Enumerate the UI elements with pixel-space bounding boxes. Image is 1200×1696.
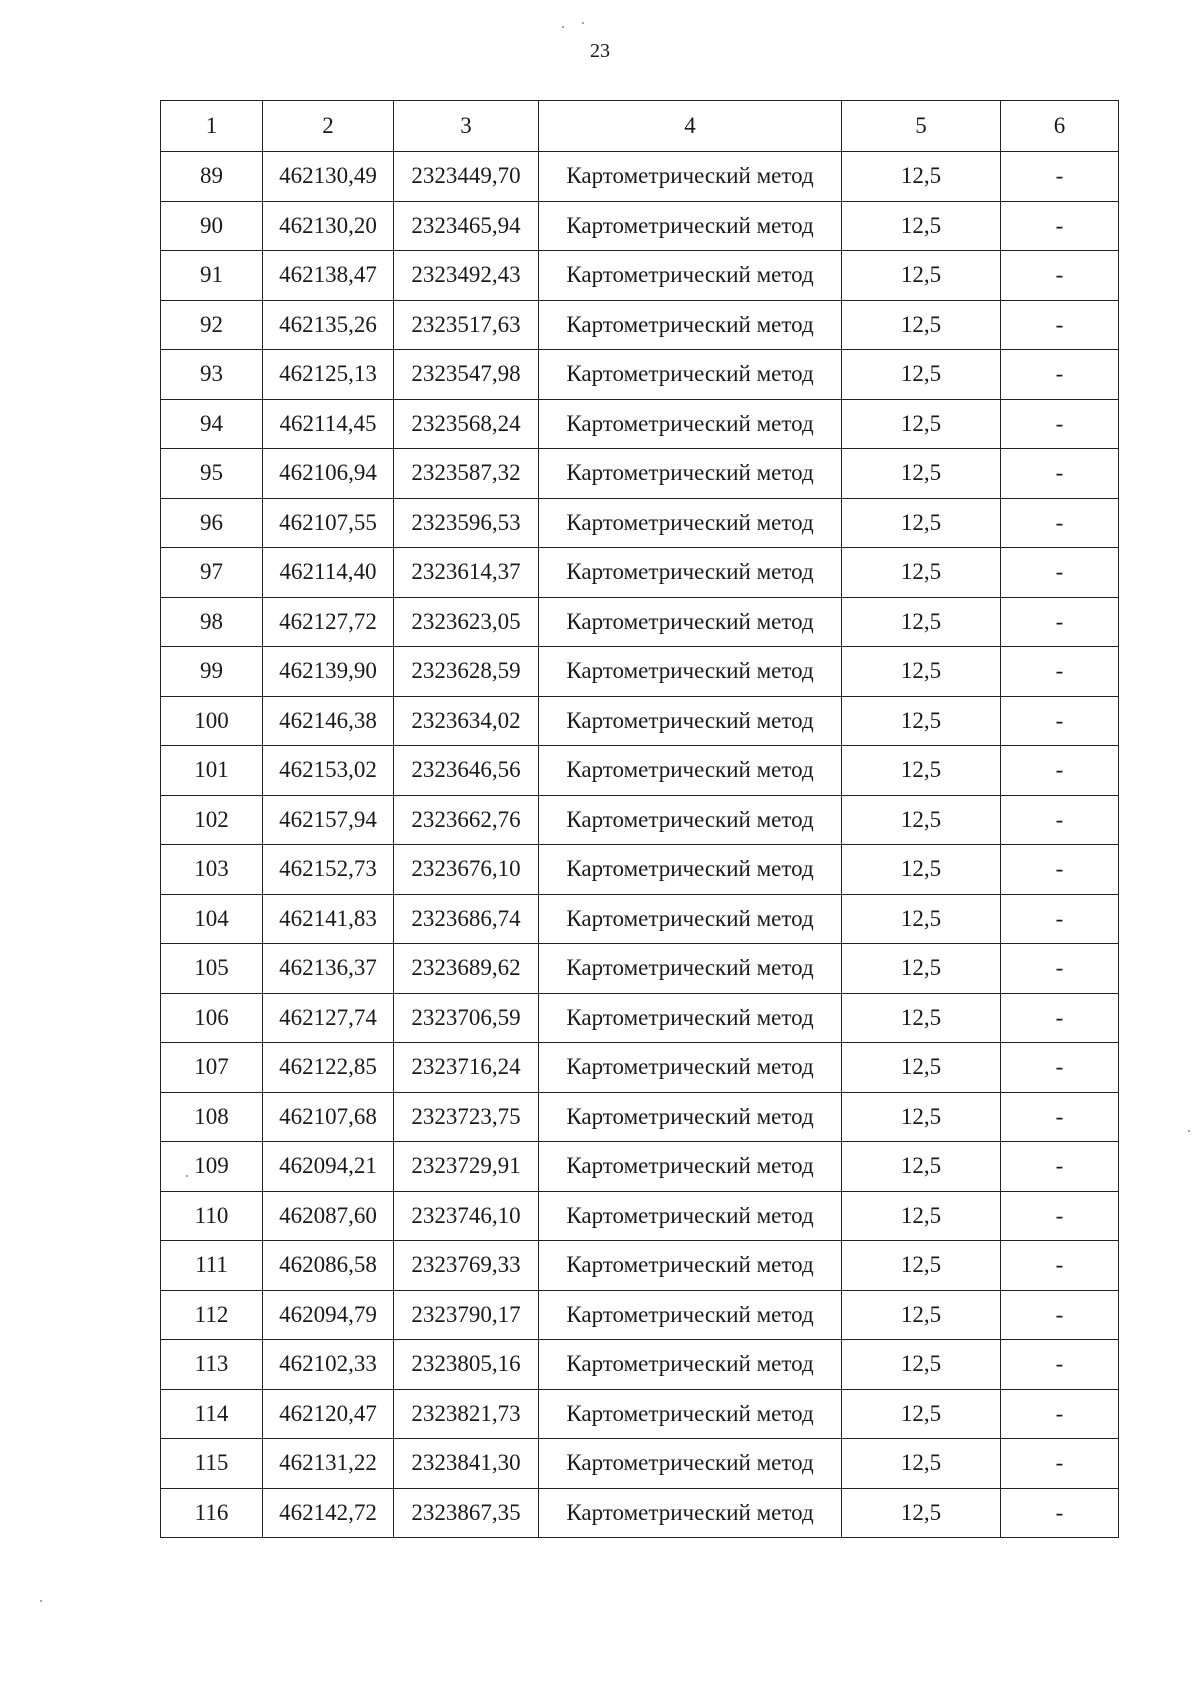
table-row xyxy=(161,1241,1119,1291)
table-cell: 12,5 xyxy=(842,845,1001,895)
table-cell: 12,5 xyxy=(842,1340,1001,1390)
table-cell: - xyxy=(1001,1142,1119,1192)
table-row xyxy=(161,449,1119,499)
table-cell: - xyxy=(1001,1043,1119,1093)
table-cell: 2323805,16 xyxy=(394,1340,539,1390)
table-cell: 106 xyxy=(161,993,263,1043)
table-cell: - xyxy=(1001,647,1119,697)
table-cell: Картометрический метод xyxy=(539,597,842,647)
table-cell: 12,5 xyxy=(842,1043,1001,1093)
table-cell: - xyxy=(1001,1191,1119,1241)
table-cell: Картометрический метод xyxy=(539,498,842,548)
table-row xyxy=(161,1092,1119,1142)
table-cell: 12,5 xyxy=(842,993,1001,1043)
table-cell: 2323646,56 xyxy=(394,746,539,796)
table-cell: 12,5 xyxy=(842,696,1001,746)
table-cell: 105 xyxy=(161,944,263,994)
table-row xyxy=(161,944,1119,994)
table-body xyxy=(161,152,1119,1538)
table-cell: 112 xyxy=(161,1290,263,1340)
table-cell: 462138,47 xyxy=(263,251,394,301)
table-cell: - xyxy=(1001,399,1119,449)
header-cell: 1 xyxy=(161,101,263,152)
table-cell: - xyxy=(1001,1488,1119,1538)
table-cell: 462087,60 xyxy=(263,1191,394,1241)
table-cell: - xyxy=(1001,300,1119,350)
table-cell: 12,5 xyxy=(842,1241,1001,1291)
table-cell: 2323596,53 xyxy=(394,498,539,548)
table-cell: Картометрический метод xyxy=(539,944,842,994)
table-row xyxy=(161,597,1119,647)
table-cell: 462106,94 xyxy=(263,449,394,499)
table-cell: Картометрический метод xyxy=(539,1290,842,1340)
table-cell: - xyxy=(1001,894,1119,944)
table-cell: 462114,45 xyxy=(263,399,394,449)
table-cell: - xyxy=(1001,449,1119,499)
table-cell: 462114,40 xyxy=(263,548,394,598)
table-cell: - xyxy=(1001,1389,1119,1439)
table-row xyxy=(161,251,1119,301)
table-row xyxy=(161,1290,1119,1340)
table-cell: 2323790,17 xyxy=(394,1290,539,1340)
table-cell: - xyxy=(1001,1340,1119,1390)
table-cell: 12,5 xyxy=(842,399,1001,449)
table-cell: Картометрический метод xyxy=(539,1439,842,1489)
table-cell: 2323676,10 xyxy=(394,845,539,895)
table-row xyxy=(161,152,1119,202)
table-row xyxy=(161,498,1119,548)
table-cell: - xyxy=(1001,350,1119,400)
table-cell: 12,5 xyxy=(842,1142,1001,1192)
scan-speck xyxy=(40,1600,42,1602)
table-cell: 462122,85 xyxy=(263,1043,394,1093)
table-cell: 12,5 xyxy=(842,449,1001,499)
table-cell: Картометрический метод xyxy=(539,152,842,202)
table-cell: 102 xyxy=(161,795,263,845)
table-cell: Картометрический метод xyxy=(539,746,842,796)
table-cell: - xyxy=(1001,597,1119,647)
table-cell: 2323769,33 xyxy=(394,1241,539,1291)
table-cell: 462136,37 xyxy=(263,944,394,994)
coordinates-table xyxy=(160,100,1119,1538)
table-cell: 99 xyxy=(161,647,263,697)
table-cell: 12,5 xyxy=(842,647,1001,697)
table-cell: Картометрический метод xyxy=(539,399,842,449)
table-cell: - xyxy=(1001,944,1119,994)
table-row xyxy=(161,696,1119,746)
table-cell: 2323746,10 xyxy=(394,1191,539,1241)
table-cell: - xyxy=(1001,1092,1119,1142)
table-cell: Картометрический метод xyxy=(539,548,842,598)
table-cell: 103 xyxy=(161,845,263,895)
table-cell: Картометрический метод xyxy=(539,696,842,746)
table-cell: 462130,49 xyxy=(263,152,394,202)
table-cell: 90 xyxy=(161,201,263,251)
table-cell: 110 xyxy=(161,1191,263,1241)
table-row xyxy=(161,845,1119,895)
table-cell: 2323723,75 xyxy=(394,1092,539,1142)
table-cell: 12,5 xyxy=(842,152,1001,202)
table-cell: 2323449,70 xyxy=(394,152,539,202)
table-cell: - xyxy=(1001,251,1119,301)
table-row xyxy=(161,1340,1119,1390)
table-row xyxy=(161,300,1119,350)
table-cell: Картометрический метод xyxy=(539,795,842,845)
table-row xyxy=(161,746,1119,796)
scan-speck xyxy=(186,1175,188,1177)
table-cell: Картометрический метод xyxy=(539,350,842,400)
table-cell: - xyxy=(1001,1241,1119,1291)
table-cell: 97 xyxy=(161,548,263,598)
table-cell: Картометрический метод xyxy=(539,1389,842,1439)
table-cell: 2323465,94 xyxy=(394,201,539,251)
table-cell: 2323587,32 xyxy=(394,449,539,499)
table-cell: 462102,33 xyxy=(263,1340,394,1390)
table-cell: Картометрический метод xyxy=(539,1092,842,1142)
table-cell: Картометрический метод xyxy=(539,993,842,1043)
table-cell: 95 xyxy=(161,449,263,499)
table-cell: 104 xyxy=(161,894,263,944)
table-cell: - xyxy=(1001,1290,1119,1340)
scan-speck xyxy=(1188,1130,1190,1132)
table-cell: 462125,13 xyxy=(263,350,394,400)
table-cell: - xyxy=(1001,201,1119,251)
table-cell: 462135,26 xyxy=(263,300,394,350)
table-cell: - xyxy=(1001,795,1119,845)
table-cell: 115 xyxy=(161,1439,263,1489)
table-cell: Картометрический метод xyxy=(539,1340,842,1390)
table-cell: 12,5 xyxy=(842,201,1001,251)
table-cell: 12,5 xyxy=(842,894,1001,944)
table-cell: 12,5 xyxy=(842,1389,1001,1439)
table-row xyxy=(161,1439,1119,1489)
table-cell: 91 xyxy=(161,251,263,301)
table-cell: 462120,47 xyxy=(263,1389,394,1439)
header-cell: 5 xyxy=(842,101,1001,152)
table-cell: Картометрический метод xyxy=(539,201,842,251)
table-cell: 2323686,74 xyxy=(394,894,539,944)
table-cell: 12,5 xyxy=(842,498,1001,548)
table-cell: 93 xyxy=(161,350,263,400)
header-cell: 4 xyxy=(539,101,842,152)
table-cell: 12,5 xyxy=(842,548,1001,598)
table-cell: 2323689,62 xyxy=(394,944,539,994)
table-row xyxy=(161,350,1119,400)
table-cell: 107 xyxy=(161,1043,263,1093)
table-cell: Картометрический метод xyxy=(539,894,842,944)
scan-speck xyxy=(562,26,564,28)
table-cell: 2323492,43 xyxy=(394,251,539,301)
table-cell: - xyxy=(1001,746,1119,796)
table-cell: Картометрический метод xyxy=(539,647,842,697)
table-row xyxy=(161,1142,1119,1192)
table-cell: 462107,55 xyxy=(263,498,394,548)
table-row xyxy=(161,1389,1119,1439)
table-cell: 108 xyxy=(161,1092,263,1142)
table-row xyxy=(161,399,1119,449)
table-cell: Картометрический метод xyxy=(539,1142,842,1192)
table-cell: 462094,79 xyxy=(263,1290,394,1340)
table-cell: - xyxy=(1001,696,1119,746)
table-row xyxy=(161,894,1119,944)
table-cell: 116 xyxy=(161,1488,263,1538)
table-cell: - xyxy=(1001,548,1119,598)
table-cell: Картометрический метод xyxy=(539,845,842,895)
table-cell: 94 xyxy=(161,399,263,449)
table-cell: 2323841,30 xyxy=(394,1439,539,1489)
table-row xyxy=(161,1043,1119,1093)
table-cell: 12,5 xyxy=(842,251,1001,301)
table-cell: 462141,83 xyxy=(263,894,394,944)
table-cell: 2323662,76 xyxy=(394,795,539,845)
table-cell: 12,5 xyxy=(842,1290,1001,1340)
table-row xyxy=(161,993,1119,1043)
table-cell: 12,5 xyxy=(842,944,1001,994)
table-cell: 462086,58 xyxy=(263,1241,394,1291)
table-row xyxy=(161,548,1119,598)
table-row xyxy=(161,1191,1119,1241)
table-cell: 2323628,59 xyxy=(394,647,539,697)
table-cell: 2323706,59 xyxy=(394,993,539,1043)
table-cell: 462131,22 xyxy=(263,1439,394,1489)
table-cell: 2323623,05 xyxy=(394,597,539,647)
table-row xyxy=(161,795,1119,845)
table-cell: 12,5 xyxy=(842,1488,1001,1538)
table-cell: - xyxy=(1001,993,1119,1043)
table-cell: 101 xyxy=(161,746,263,796)
table-cell: 12,5 xyxy=(842,597,1001,647)
scan-speck xyxy=(582,22,584,24)
table-cell: - xyxy=(1001,498,1119,548)
table-cell: Картометрический метод xyxy=(539,1241,842,1291)
table-cell: 2323568,24 xyxy=(394,399,539,449)
table-cell: 2323547,98 xyxy=(394,350,539,400)
table-cell: 2323867,35 xyxy=(394,1488,539,1538)
table-cell: 2323729,91 xyxy=(394,1142,539,1192)
table-cell: 12,5 xyxy=(842,795,1001,845)
table-cell: 89 xyxy=(161,152,263,202)
table-cell: 462107,68 xyxy=(263,1092,394,1142)
table-row xyxy=(161,647,1119,697)
table-cell: Картометрический метод xyxy=(539,1043,842,1093)
table-cell: 114 xyxy=(161,1389,263,1439)
table-cell: 462152,73 xyxy=(263,845,394,895)
table-cell: 462130,20 xyxy=(263,201,394,251)
table-cell: Картометрический метод xyxy=(539,449,842,499)
table-cell: 2323517,63 xyxy=(394,300,539,350)
table-cell: 462139,90 xyxy=(263,647,394,697)
table-cell: Картометрический метод xyxy=(539,1488,842,1538)
table-cell: 12,5 xyxy=(842,1191,1001,1241)
table-cell: 113 xyxy=(161,1340,263,1390)
table-cell: 2323634,02 xyxy=(394,696,539,746)
table-cell: 462127,74 xyxy=(263,993,394,1043)
table-cell: 462094,21 xyxy=(263,1142,394,1192)
table-cell: - xyxy=(1001,845,1119,895)
table-cell: 12,5 xyxy=(842,1092,1001,1142)
table-cell: Картометрический метод xyxy=(539,300,842,350)
table-cell: 92 xyxy=(161,300,263,350)
table-cell: 462146,38 xyxy=(263,696,394,746)
table-row xyxy=(161,201,1119,251)
table-cell: 2323614,37 xyxy=(394,548,539,598)
table-cell: 111 xyxy=(161,1241,263,1291)
table-cell: 12,5 xyxy=(842,300,1001,350)
table-cell: - xyxy=(1001,152,1119,202)
table-cell: 109 xyxy=(161,1142,263,1192)
table-cell: - xyxy=(1001,1439,1119,1489)
table-cell: 12,5 xyxy=(842,746,1001,796)
table-cell: 2323716,24 xyxy=(394,1043,539,1093)
table-cell: 96 xyxy=(161,498,263,548)
header-cell: 6 xyxy=(1001,101,1119,152)
page-number: 23 xyxy=(590,40,610,62)
table-cell: Картометрический метод xyxy=(539,1191,842,1241)
table-cell: 462127,72 xyxy=(263,597,394,647)
table-cell: 462153,02 xyxy=(263,746,394,796)
table-cell: Картометрический метод xyxy=(539,251,842,301)
table-cell: 12,5 xyxy=(842,1439,1001,1489)
table-row xyxy=(161,1488,1119,1538)
table-cell: 2323821,73 xyxy=(394,1389,539,1439)
table-cell: 462142,72 xyxy=(263,1488,394,1538)
table-cell: 12,5 xyxy=(842,350,1001,400)
table-cell: 98 xyxy=(161,597,263,647)
header-cell: 3 xyxy=(394,101,539,152)
header-row xyxy=(161,101,1119,152)
header-cell: 2 xyxy=(263,101,394,152)
table-cell: 462157,94 xyxy=(263,795,394,845)
table-cell: 100 xyxy=(161,696,263,746)
